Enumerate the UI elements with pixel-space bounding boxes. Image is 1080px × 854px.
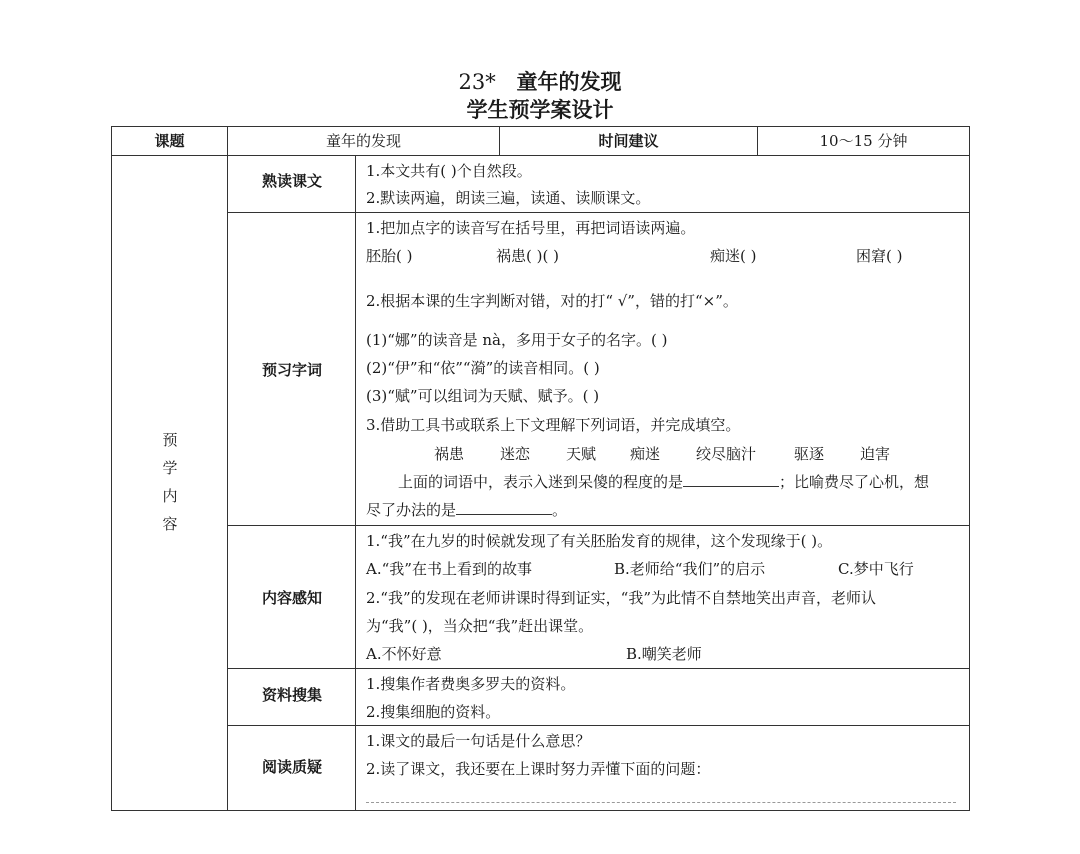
fill-blank[interactable]: [683, 468, 779, 487]
vocab-word: 天赋: [566, 445, 597, 463]
vocab-word: 祸患: [434, 445, 465, 463]
section-divider: [228, 668, 970, 669]
lesson-heading: [0, 68, 1080, 96]
section-label-research: 资料搜集: [261, 686, 322, 704]
content-option: B.嘲笑老师: [626, 645, 702, 663]
fill-text: 上面的词语中，表示入迷到呆傻的程度的是: [398, 473, 684, 491]
lesson-title: 童年的发现: [516, 70, 622, 94]
pinyin-word: 祸患( )( ): [496, 247, 559, 265]
side-char: 内: [162, 487, 178, 505]
vocab-word: 迷恋: [500, 445, 531, 463]
table-border-right: [969, 126, 970, 811]
column-divider: [355, 155, 356, 811]
content-option: C.梦中飞行: [838, 560, 914, 578]
vocab-q1: 1.把加点字的读音写在括号里，再把词语读两遍。: [366, 219, 696, 237]
content-q2-line1: 2.“我”的发现在老师讲课时得到证实，“我”为此情不自禁地笑出声音，老师认: [366, 589, 876, 607]
judge-item: (1)“娜”的读音是 nà，多用于女子的名字。( ): [366, 331, 668, 349]
fill-text: 。: [552, 501, 568, 519]
vocab-word: 绞尽脑汁: [696, 445, 757, 463]
content-option: B.老师给“我们”的启示: [614, 560, 766, 578]
time-label: 时间建议: [598, 132, 659, 150]
section-label-content: 内容感知: [261, 589, 322, 607]
read-line-2: 2.默读两遍，朗读三遍，读通、读顺课文。: [366, 189, 651, 207]
vocab-q3: 3.借助工具书或联系上下文理解下列词语，并完成填空。: [366, 416, 741, 434]
fill-text: 尽了办法的是: [366, 501, 457, 519]
questions-line-2: 2.读了课文，我还要在上课时努力弄懂下面的问题：: [366, 760, 711, 778]
section-divider: [228, 525, 970, 526]
section-divider: [228, 212, 970, 213]
judge-item: (3)“赋”可以组词为天赋、赋予。( ): [366, 387, 600, 405]
fill-line-2: [366, 496, 567, 524]
lesson-number: 23*: [458, 70, 496, 94]
side-char: 学: [162, 459, 178, 477]
pinyin-word: 痴迷( ): [710, 247, 757, 265]
content-option: A.“我”在书上看到的故事: [366, 560, 532, 578]
side-char: 预: [162, 431, 178, 449]
content-q1: 1.“我”在九岁的时候就发现了有关胚胎发育的规律，这个发现缘于( )。: [366, 532, 833, 550]
vocab-word: 驱逐: [794, 445, 825, 463]
time-value: 10～15 分钟: [819, 132, 908, 150]
read-line-1: 1.本文共有( )个自然段。: [366, 162, 532, 180]
topic-value: 童年的发现: [325, 132, 401, 150]
research-line-1: 1.搜集作者费奥多罗夫的资料。: [366, 675, 576, 693]
preview-content-label: [112, 426, 228, 538]
content-option: A.不怀好意: [366, 645, 442, 663]
content-q2-line2: 为“我”( )，当众把“我”赶出课堂。: [366, 617, 594, 635]
vocab-word: 痴迷: [630, 445, 661, 463]
section-label-questions: 阅读质疑: [261, 758, 322, 776]
header-divider: [111, 155, 970, 156]
fill-line-1: [398, 468, 929, 496]
topic-label: 课题: [154, 132, 185, 150]
vocab-word: 迫害: [860, 445, 891, 463]
table-border-bottom: [111, 810, 970, 811]
judge-item: (2)“伊”和“依”“漪”的读音相同。( ): [366, 359, 600, 377]
pinyin-word: 困窘( ): [856, 247, 903, 265]
section-divider: [228, 725, 970, 726]
vocab-q2: 2.根据本课的生字判断对错，对的打“ √”，错的打“×”。: [366, 292, 738, 310]
answer-line[interactable]: [366, 802, 956, 803]
fill-blank[interactable]: [456, 496, 552, 515]
subtitle: 学生预学案设计: [466, 98, 614, 122]
side-char: 容: [162, 515, 178, 533]
research-line-2: 2.搜集细胞的资料。: [366, 703, 501, 721]
section-label-read: 熟读课文: [261, 172, 322, 190]
questions-line-1: 1.课文的最后一句话是什么意思？: [366, 732, 591, 750]
fill-text: ；比喻费尽了心机，想: [779, 473, 930, 491]
document-title: [0, 68, 1080, 124]
pinyin-word: 胚胎( ): [366, 247, 413, 265]
section-label-vocab: 预习字词: [261, 361, 322, 379]
